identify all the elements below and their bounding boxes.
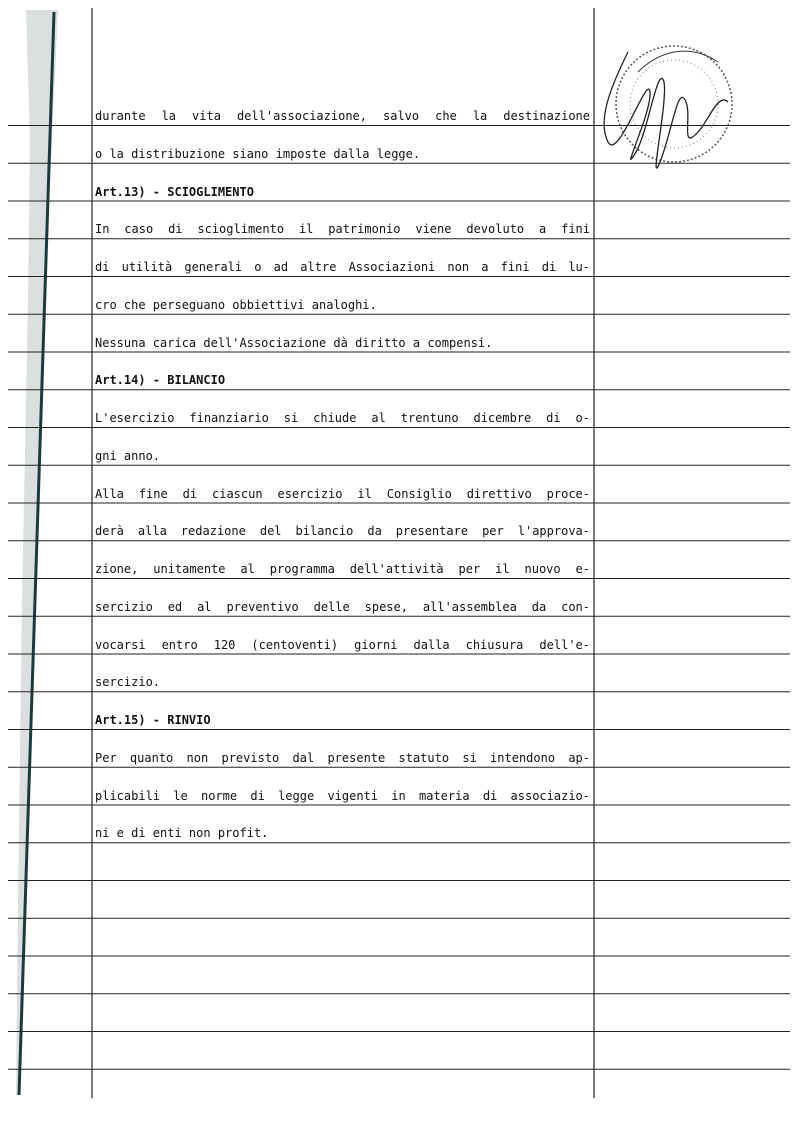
text-line: sercizio. [95,675,161,690]
text-line: sercizio ed al preventivo delle spese, all'assemblea da con- [95,599,590,614]
document-body [95,103,590,858]
article-heading: Art.13) - SCIOGLIMENTO [95,184,254,199]
text-line: L'esercizio finanziario si chiude al trentuno dicembre di o- [95,411,590,425]
text-line: di utilità generali o ad altre Associazioni non a fini di lu- [95,260,590,274]
text-line: gni anno. [95,448,161,463]
text-line: Nessuna carica dell'Associazione dà diritto a compensi. [95,335,493,350]
text-line: derà alla redazione del bilancio da presentare per l'approva- [95,524,590,539]
text-line: In caso di scioglimento il patrimonio viene devoluto a fini [95,222,590,237]
article-heading: Art.14) - BILANCIO [95,373,226,388]
article-heading: Art.15) - RINVIO [95,713,211,727]
text-line: ni e di enti non profit. [95,826,269,841]
text-line: cro che perseguano obbiettivi analoghi. [95,297,377,312]
text-line: durante la vita dell'associazione, salvo che la destinazione [95,109,590,123]
text-line: plicabili le norme di legge vigenti in materia di associazio- [95,788,590,803]
text-line: Per quanto non previsto dal presente statuto si intendono ap- [95,750,590,765]
text-line: vocarsi entro 120 (centoventi) giorni dalla chiusura dell'e- [95,637,590,652]
notary-stamp-signature [588,32,738,212]
text-line: zione, unitamente al programma dell'attività per il nuovo e- [95,562,590,576]
text-line: Alla fine di ciascun esercizio il Consiglio direttivo proce- [95,486,590,501]
text-line: o la distribuzione siano imposte dalla legge. [95,146,421,161]
